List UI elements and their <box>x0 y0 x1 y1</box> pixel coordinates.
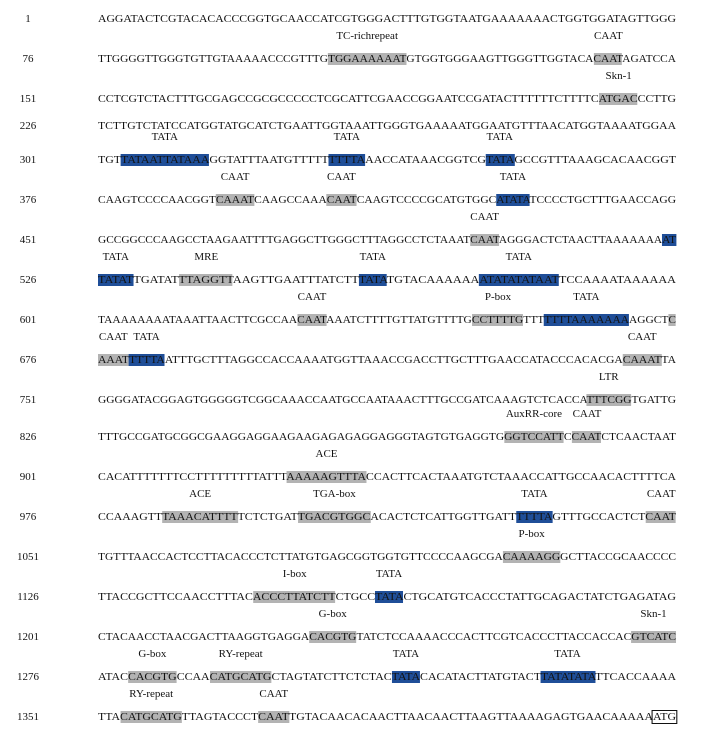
sequence-text <box>98 120 676 132</box>
motif-label: TGA-box <box>313 488 356 500</box>
motif-label: G-box <box>318 608 347 620</box>
sequence-segment: TGTTTAACCACTCCTTACACCCTCTTATGTGAGCGGTGGTGTTCCCCAAGCGA <box>98 551 503 563</box>
motif-label: TATA <box>505 251 532 263</box>
motif-label: CAAT <box>98 331 128 343</box>
element-motif: TGGAAAAAAT <box>327 53 407 65</box>
element-motif: AAAAAGTTTA <box>286 471 366 483</box>
motif-label: TC-richrepeat <box>336 30 398 42</box>
element-motif: AAAT <box>98 354 129 366</box>
position-number: 1201 <box>17 631 39 643</box>
element-motif: TTTCGG <box>586 394 632 406</box>
sequence-segment: TAAAAAAAATAAATTAACTTCGCCAA <box>98 314 298 326</box>
tata-motif: ATATATATAAT <box>479 274 559 286</box>
motif-label: TATA <box>102 251 129 263</box>
sequence-segment: CTAGTATCTTCTCTAC <box>271 671 392 683</box>
sequence-row <box>0 528 712 570</box>
position-number: 151 <box>19 93 37 105</box>
tata-motif: TTTTA <box>328 154 366 166</box>
sequence-row <box>0 331 712 373</box>
sequence-segment: TTA <box>98 711 121 723</box>
sequence-text <box>98 551 676 563</box>
element-motif: CATGCATG <box>209 671 272 683</box>
motif-label: ACE <box>189 488 212 500</box>
sequence-row <box>0 408 712 450</box>
tata-motif: TTTTA <box>516 511 553 523</box>
element-motif: CAAAT <box>215 194 255 206</box>
motif-label: CAAT <box>220 171 250 183</box>
sequence-segment: TCTTGTCTATCCATGGTATGCATCTGAATTGGTAAATTGGGTGAAAAATGGAATGTTTAACATGGTAAAATGGAA <box>98 120 676 132</box>
motif-label: TATA <box>521 488 548 500</box>
start-codon: ATG <box>653 711 676 723</box>
sequence-segment: CAAGTCCCCGCATGTGGC <box>356 194 497 206</box>
sequence-row <box>0 371 712 413</box>
sequence-segment: TTACCGCTTCCAACCTTTAC <box>98 591 253 603</box>
sequence-segment: CAAGTCCCCAACGGT <box>98 194 216 206</box>
element-motif: TGACGTGGC <box>297 511 371 523</box>
motif-label: TATA <box>486 131 513 143</box>
motif-label: TATA <box>573 291 600 303</box>
motif-label: LTR <box>598 371 619 383</box>
sequence-segment: GCCGGCCCAAGCCTAAGAATTTTGAGGCTTGGGCTTTAGGCCTCTAAAT <box>98 234 471 246</box>
motif-label: CAAT <box>259 688 289 700</box>
element-motif: TTAGGTT <box>178 274 233 286</box>
sequence-segment: AGGATACTCGTACACACCCGGTGCAACCATCGTGGGACTTTGTGGTAATGAAAAAAACTGGTGGATAGTTGGG <box>98 13 676 25</box>
tata-motif: TATAATTATAAA <box>121 154 210 166</box>
sequence-text <box>98 511 676 523</box>
element-motif: CACGTG <box>309 631 357 643</box>
element-motif: CAAT <box>571 431 602 443</box>
sequence-segment: CACATACTTATGTACT <box>420 671 541 683</box>
element-motif: GTCATC <box>631 631 676 643</box>
tata-motif: TATA <box>485 154 515 166</box>
sequence-text <box>98 93 676 105</box>
sequence-segment: TTCACCAAAA <box>595 671 676 683</box>
element-motif: ACCCTTATCTT <box>252 591 336 603</box>
sequence-segment: CCAA <box>176 671 210 683</box>
sequence-segment: AAATCTTTTGTTATGTTTTG <box>326 314 472 326</box>
sequence-segment: AGGGACTCTAACTTAAAAAAA <box>498 234 663 246</box>
sequence-segment: GGTATTTAATGTTTTT <box>209 154 329 166</box>
motif-label: P-box <box>518 528 545 540</box>
motif-label: CAAT <box>627 331 657 343</box>
tata-motif: TATAT <box>98 274 134 286</box>
tata-motif: TTTTAAAAAAA <box>544 314 630 326</box>
sequence-segment: ATTTGCTTTAGGCCACCAAAATGGTTAAACCGACCTTGCTTTGAACCATACCCACACGA <box>164 354 623 366</box>
sequence-row <box>0 648 712 690</box>
motif-label: TATA <box>359 251 386 263</box>
motif-label: AuxRR-core <box>505 408 563 420</box>
sequence-segment: GTGGTGGGAAGTTGGGTTGGTACA <box>406 53 594 65</box>
sequence-segment: CCAAAGTT <box>98 511 163 523</box>
sequence-segment: CTACAACCTAACGACTTAAGGTGAGGA <box>98 631 310 643</box>
sequence-text <box>98 234 676 246</box>
sequence-segment: TATCTCCAAAACCCACTTCGTCACCCTTACCACCAC <box>356 631 632 643</box>
sequence-segment: AGATCCA <box>622 53 676 65</box>
position-number: 526 <box>19 274 37 286</box>
sequence-segment: GCCGTTTAAAGCACAACGGT <box>514 154 676 166</box>
sequence-segment: TA <box>661 354 676 366</box>
element-motif: ATGAC <box>598 93 638 105</box>
sequence-segment: ACACTCTCATTGGTTGATT <box>370 511 517 523</box>
sequence-segment: TGATAT <box>133 274 179 286</box>
motif-label: RY-repeat <box>218 648 263 660</box>
motif-label: TATA <box>151 131 178 143</box>
sequence-segment: GCTTACCGCAACCCC <box>560 551 677 563</box>
sequence-segment: CCACTTCACTAAATGTCTAAACCATTGCCAACACTTTTCA <box>365 471 676 483</box>
sequence-segment: TGTACAAAAAA <box>386 274 480 286</box>
sequence-text <box>98 194 676 206</box>
element-motif: CATGCATG <box>120 711 182 723</box>
sequence-row <box>0 688 712 730</box>
position-number: 751 <box>19 394 37 406</box>
sequence-row <box>0 488 712 530</box>
sequence-segment: CACATTTTTTTCCTTTTTTTTTATTT <box>98 471 287 483</box>
position-number: 1126 <box>17 591 39 603</box>
sequence-segment: TGT <box>98 154 122 166</box>
motif-label: P-box <box>484 291 512 303</box>
sequence-segment: TTTGCCGATGCGGCGAAGGAGGAAGAAGAGAGAGGAGGGTAGTGTGAGGTG <box>98 431 505 443</box>
sequence-row <box>0 448 712 490</box>
motif-label: CAAT <box>572 408 602 420</box>
sequence-text <box>98 471 676 483</box>
motif-label: RY-repeat <box>129 688 174 700</box>
sequence-segment: AAGTTGAATTTATCTT <box>232 274 359 286</box>
sequence-text <box>98 154 676 166</box>
sequence-segment: TCCAAAATAAAAAA <box>558 274 676 286</box>
sequence-segment: TTAGTACCCT <box>181 711 259 723</box>
position-number: 676 <box>19 354 37 366</box>
motif-label: CAAT <box>327 171 356 183</box>
motif-label: TATA <box>392 648 420 660</box>
sequence-row <box>0 251 712 293</box>
sequence-text <box>98 631 676 643</box>
sequence-segment: TGATTG <box>631 394 676 406</box>
motif-label: G-box <box>138 648 167 660</box>
motif-label: Skn-1 <box>640 608 667 620</box>
element-motif: CAAT <box>470 234 499 246</box>
motif-label: TATA <box>375 568 403 580</box>
position-number: 1 <box>25 13 31 25</box>
sequence-text <box>98 431 676 443</box>
position-number: 76 <box>22 53 34 65</box>
motif-label: CAAT <box>297 291 327 303</box>
sequence-row <box>0 171 712 213</box>
element-motif: CAAT <box>645 511 676 523</box>
sequence-segment: AACCATAAACGGTCG <box>365 154 486 166</box>
sequence-text <box>98 314 676 326</box>
sequence-segment: TTT <box>523 314 545 326</box>
motif-label: TATA <box>554 648 581 660</box>
sequence-segment: CCTCGTCTACTTTGCGAGCCGCGCCCCCTCGCATTCGAACCGGAATCCGATACTTTTTTCTTTTC <box>98 93 599 105</box>
sequence-row <box>0 211 712 253</box>
element-motif: CAAT <box>593 53 623 65</box>
sequence-text <box>98 591 676 603</box>
motif-label: I-box <box>282 568 307 580</box>
element-motif: CACGTG <box>127 671 177 683</box>
tata-motif: TATA <box>358 274 387 286</box>
sequence-row <box>0 30 712 72</box>
motif-label: TATA <box>499 171 527 183</box>
sequence-segment: GTTTGCCACTCT <box>552 511 646 523</box>
position-number: 1351 <box>17 711 39 723</box>
sequence-segment: TCTCTGAT <box>237 511 298 523</box>
element-motif: GGTCCATT <box>504 431 564 443</box>
position-number: 901 <box>19 471 37 483</box>
motif-label: Skn-1 <box>605 70 632 82</box>
sequence-segment: CCTTG <box>637 93 676 105</box>
motif-label: ACE <box>315 448 338 460</box>
sequence-segment: AGGCT <box>629 314 669 326</box>
sequence-text <box>98 274 676 286</box>
sequence-row <box>0 568 712 610</box>
position-number: 226 <box>19 120 37 132</box>
sequence-text <box>98 394 676 406</box>
sequence-text <box>98 53 676 65</box>
position-number: 451 <box>19 234 37 246</box>
sequence-row <box>0 608 712 650</box>
element-motif: TAAACATTTT <box>162 511 238 523</box>
element-motif: CAAAT <box>622 354 662 366</box>
tata-motif: ATATA <box>496 194 530 206</box>
sequence-segment: TCCCCTGCTTTGAACCAGG <box>529 194 676 206</box>
tata-motif: TATA <box>391 671 421 683</box>
motif-label: CAAT <box>646 488 676 500</box>
sequence-segment: GGGGATACGGAGTGGGGGTCGGCAAACCAATGCCAATAAACTTTGCCGATCAAAGTCTCACCA <box>98 394 587 406</box>
sequence-segment: C <box>563 431 572 443</box>
position-number: 976 <box>19 511 37 523</box>
position-number: 1051 <box>17 551 39 563</box>
motif-label: TATA <box>333 131 360 143</box>
sequence-segment: CTGCC <box>335 591 376 603</box>
position-number: 826 <box>19 431 37 443</box>
sequence-segment: TGTACAACACAACTTAACAACTTAAGTTAAAAGAGTGAACAAAAA <box>288 711 654 723</box>
sequence-segment: CAAGCCAAA <box>254 194 327 206</box>
element-motif: CAAAAGG <box>502 551 561 563</box>
motif-label: CAAT <box>593 30 623 42</box>
element-motif: CAAT <box>326 194 357 206</box>
tata-motif: TATA <box>375 591 404 603</box>
element-motif: CAAT <box>258 711 289 723</box>
tata-motif: TATATATA <box>540 671 596 683</box>
position-number: 1276 <box>17 671 39 683</box>
sequence-text <box>98 354 676 366</box>
sequence-row <box>0 291 712 333</box>
element-motif: CCTTTTG <box>471 314 524 326</box>
motif-label: CAAT <box>470 211 499 223</box>
position-number: 601 <box>19 314 37 326</box>
sequence-text <box>98 671 676 683</box>
sequence-segment: ATAC <box>98 671 128 683</box>
sequence-segment: CTGCATGTCACCCTATTGCAGACTATCTGAGATAG <box>403 591 676 603</box>
motif-label: TATA <box>133 331 160 343</box>
sequence-row <box>0 10 712 32</box>
position-number: 376 <box>19 194 37 206</box>
tata-motif: AT <box>662 234 676 246</box>
sequence-row <box>0 70 712 112</box>
element-motif: C <box>668 314 676 326</box>
tata-motif: TTTTA <box>128 354 165 366</box>
sequence-row <box>0 131 712 173</box>
sequence-text <box>98 13 676 25</box>
sequence-segment: TTGGGGTTGGGTGTTGTAAAAACCCGTTTG <box>98 53 328 65</box>
sequence-segment: CTCAACTAAT <box>601 431 677 443</box>
sequence-text <box>98 711 676 723</box>
motif-label: MRE <box>194 251 219 263</box>
position-number: 301 <box>19 154 37 166</box>
element-motif: CAAT <box>297 314 327 326</box>
